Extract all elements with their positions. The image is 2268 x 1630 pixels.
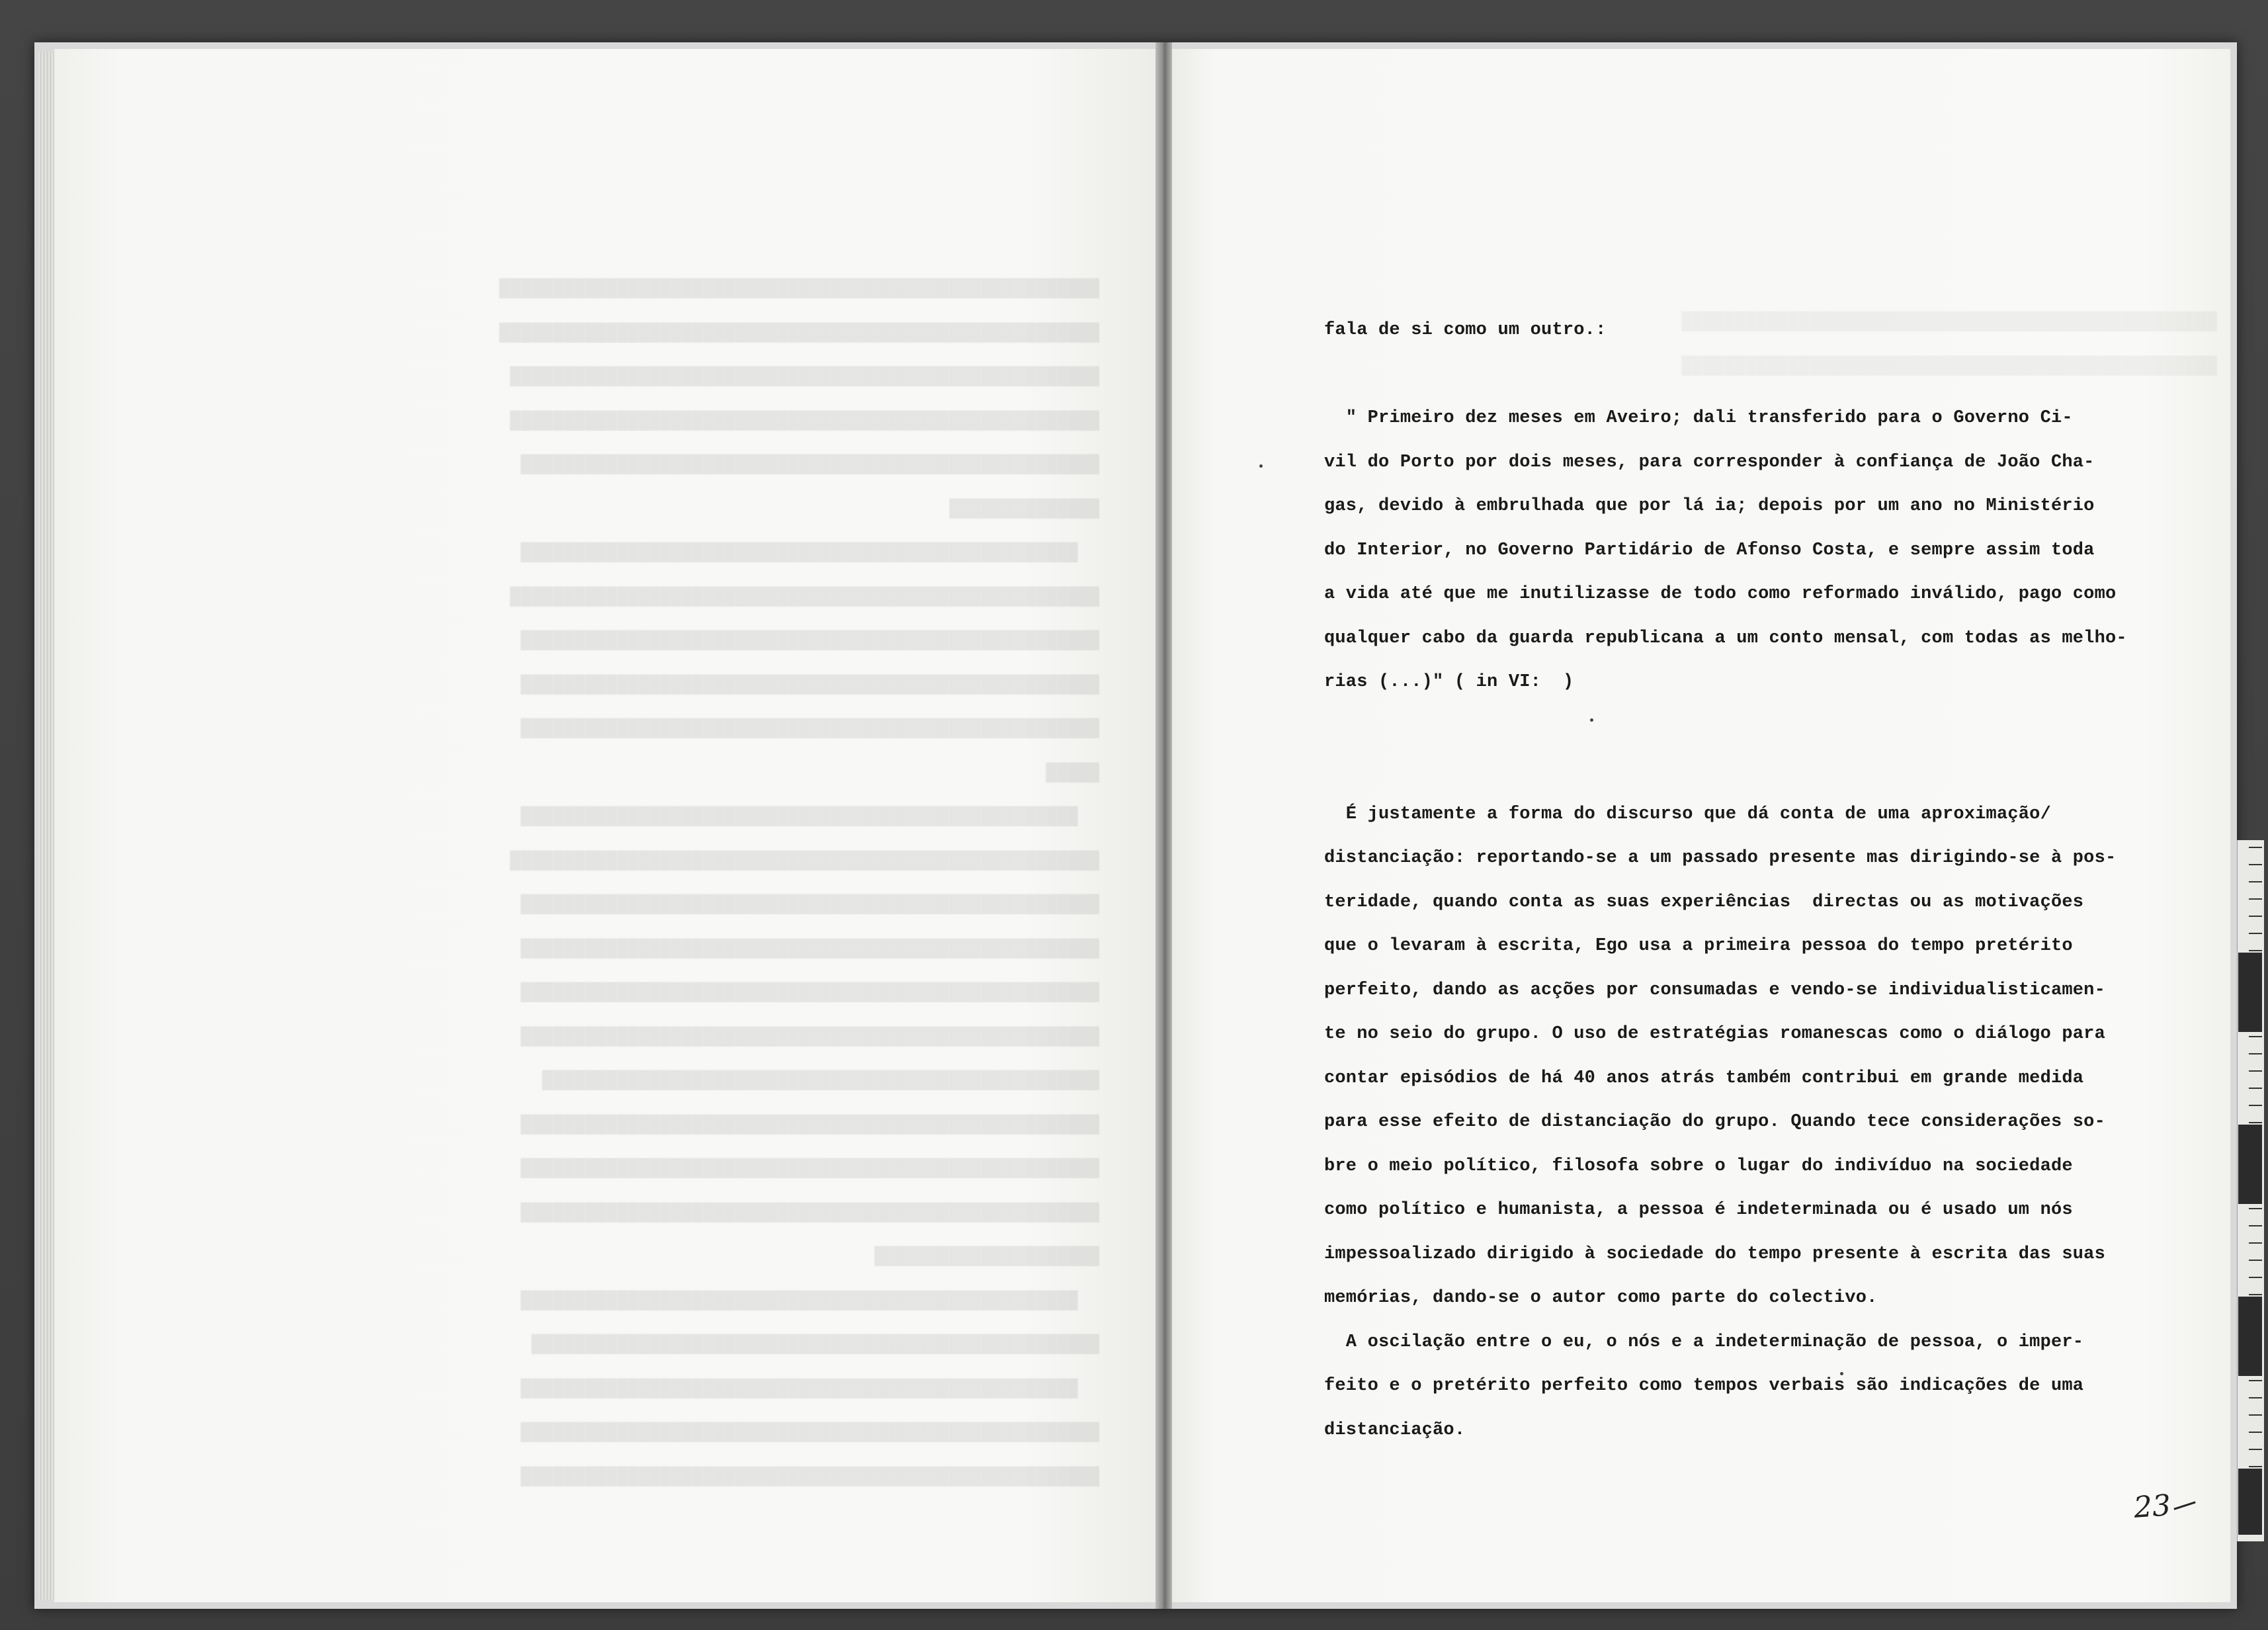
- text-line: te no seio do grupo. O uso de estratégias romanescas como o diálogo para: [1324, 1024, 2105, 1044]
- text-line: fala de si como um outro.:: [1324, 320, 1607, 340]
- text-line: como político e humanista, a pessoa é indeterminada ou é usado um nós: [1324, 1200, 2073, 1220]
- text-line: " Primeiro dez meses em Aveiro; dali transferido para o Governo Ci-: [1324, 408, 2073, 428]
- stray-dot: [1840, 1372, 1843, 1375]
- text-line: vil do Porto por dois meses, para corresponder à confiança de João Cha-: [1324, 452, 2095, 472]
- page-edges: [38, 52, 54, 1600]
- text-line: gas, devido à embrulhada que por lá ia; depois por um ano no Ministério: [1324, 496, 2095, 516]
- ruler-black-segment: [2238, 953, 2262, 1032]
- text-line: feito e o pretérito perfeito como tempos verbais são indicações de uma: [1324, 1376, 2084, 1396]
- stray-dot: [1259, 464, 1263, 468]
- text-line: teridade, quando conta as suas experiências directas ou as motivações: [1324, 892, 2084, 912]
- ruler-black-segment: [2238, 1297, 2262, 1376]
- text-line: do Interior, no Governo Partidário de Afonso Costa, e sempre assim toda: [1324, 540, 2095, 560]
- text-line: rias (...)" ( in VI: ): [1324, 672, 1574, 692]
- text-line: perfeito, dando as acções por consumadas e vendo-se individualisticamen-: [1324, 980, 2105, 1000]
- text-line: impessoalizado dirigido à sociedade do tempo presente à escrita das suas: [1324, 1244, 2105, 1264]
- typed-body-text: [1324, 308, 2158, 1452]
- text-line: bre o meio político, filosofa sobre o lugar do indivíduo na sociedade: [1324, 1156, 2073, 1176]
- text-line: [1324, 353, 2158, 397]
- text-line: É justamente a forma do discurso que dá conta de uma aproximação/: [1324, 804, 2051, 824]
- text-line: a vida até que me inutilizasse de todo como reformado inválido, pago como: [1324, 584, 2117, 604]
- text-line: qualquer cabo da guarda republicana a um conto mensal, com todas as melho-: [1324, 628, 2127, 648]
- book-gutter: [1155, 42, 1172, 1609]
- text-line: [1324, 748, 2158, 793]
- right-page: [1172, 49, 2230, 1602]
- ruler-black-segment: [2238, 1469, 2262, 1535]
- text-line: para esse efeito de distanciação do grupo. Quando tece considerações so-: [1324, 1112, 2105, 1132]
- ruler-black-segment: [2238, 1125, 2262, 1204]
- stray-dot: [1590, 718, 1593, 722]
- text-line: distanciação: reportando-se a um passado presente mas dirigindo-se à pos-: [1324, 848, 2117, 868]
- handwritten-page-number: 23: [2132, 1488, 2172, 1525]
- text-line: memórias, dando-se o autor como parte do colectivo.: [1324, 1288, 1878, 1308]
- left-page-bleed-through: ████████████████████████████████████████████████████████ ████████████████████████████████████████████████████████ ███████████████████████████████████████████████████████ ███████████████████████████████████████████████████████ ██████████████████████████████████████████████████████ ██████████████ ████████████████████████████████████████████████████ ███████████████████████████████████████████████████████ ██████████████████████████████████████████████████████ ██████████████████████████████████████████████████████ ██████████████████████████████████████████████████████ █████ ████████████████████████████████████████████████████ ███████████████████████████████████████████████████████ ██████████████████████████████████████████████████████ ██████████████████████████████████████████████████████ ██████████████████████████████████████████████████████ ██████████████████████████████████████████████████████ ████████████████████████████████████████████████████ ██████████████████████████████████████████████████████ ██████████████████████████████████████████████████████ ██████████████████████████████████████████████████████ █████████████████████ ████████████████████████████████████████████████████ █████████████████████████████████████████████████████ ████████████████████████████████████████████████████ ██████████████████████████████████████████████████████ ██████████████████████████████████████████████████████: [499, 279, 1099, 1487]
- text-line: [1324, 705, 2158, 749]
- text-line: distanciação.: [1324, 1420, 1466, 1440]
- text-line: que o levaram à escrita, Ego usa a primeira pessoa do tempo pretérito: [1324, 936, 2073, 956]
- text-line: A oscilação entre o eu, o nós e a indeterminação de pessoa, o imper-: [1324, 1332, 2084, 1352]
- text-line: contar episódios de há 40 anos atrás também contribui em grande medida: [1324, 1068, 2084, 1088]
- left-page: [54, 49, 1155, 1602]
- open-book: [34, 42, 2237, 1609]
